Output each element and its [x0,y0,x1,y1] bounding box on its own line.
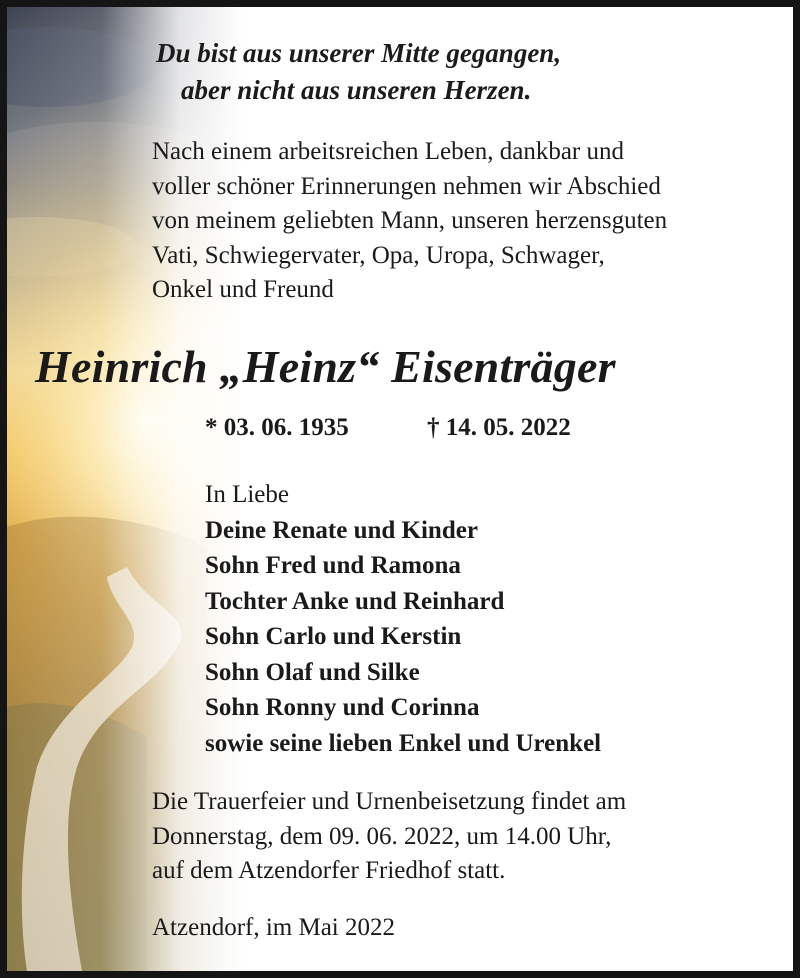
place-and-date: Atzendorf, im Mai 2022 [152,914,396,941]
motto-quote [147,35,647,109]
family-member: sowie seine lieben Enkel und Urenkel [205,729,602,757]
service-line: auf dem Atzendorfer Friedhof statt. [152,857,506,884]
motto-line-1: Du bist aus unserer Mitte gegangen, [156,38,562,68]
family-member: Deine Renate und Kinder [205,516,478,544]
service-line: Donnerstag, dem 09. 06. 2022, um 14.00 Uhr, [152,822,612,850]
motto-line-2: aber nicht aus unseren Herzen. [181,75,532,105]
family-member: Sohn Fred und Ramona [205,552,461,579]
deceased-name: Heinrich „Heinz“ Eisenträger [35,341,616,392]
intro-paragraph [152,135,792,308]
family-member: Sohn Ronny und Corinna [205,694,480,721]
family-member: Tochter Anke und Reinhard [205,587,505,615]
birth-date: * 03. 06. 1935 [205,414,349,441]
family-member: Sohn Olaf und Silke [205,658,420,686]
death-date: † 14. 05. 2022 [427,414,571,441]
family-list [205,477,785,761]
intro-line: von meinem geliebten Mann, unseren herzensguten [152,207,668,234]
service-line: Die Trauerfeier und Urnenbeisetzung findet am [152,788,627,815]
intro-line: voller schöner Erinnerungen nehmen wir Abschied [152,172,661,200]
intro-line: Onkel und Freund [152,276,334,303]
intro-line: Nach einem arbeitsreichen Leben, dankbar und [152,138,625,165]
funeral-service-info [152,785,792,889]
family-member: Sohn Carlo und Kerstin [205,623,462,650]
intro-line: Vati, Schwiegervater, Opa, Uropa, Schwager, [152,241,605,269]
in-love-label: In Liebe [205,481,289,508]
